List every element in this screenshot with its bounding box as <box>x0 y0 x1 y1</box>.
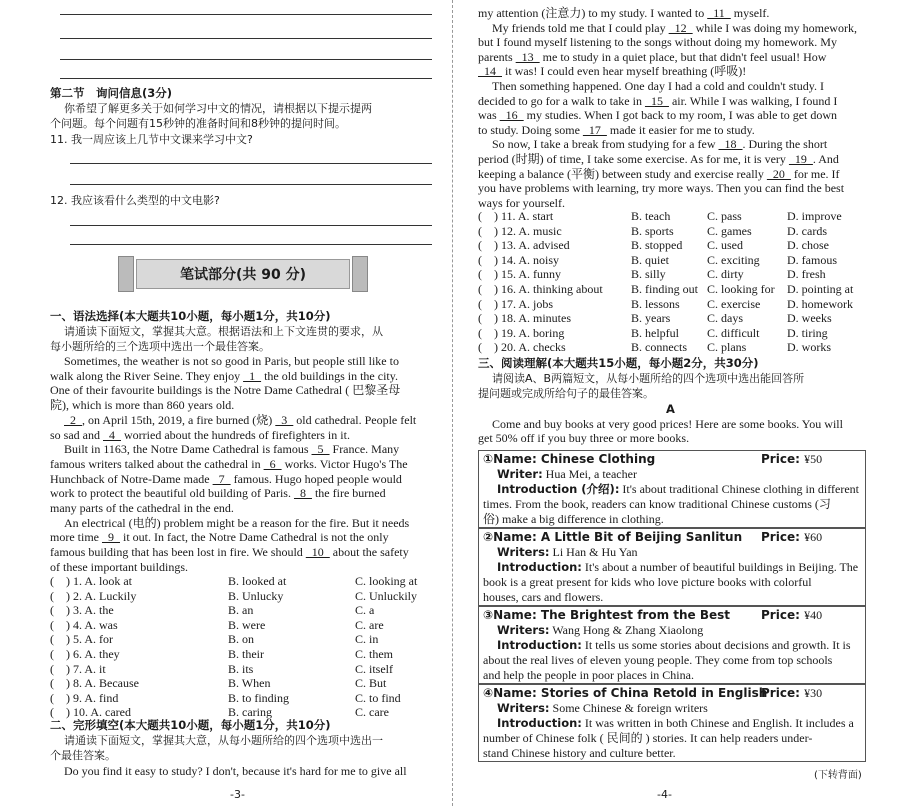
passage-text: but I found myself listening to the songs without doing my homework. My <box>478 35 837 50</box>
answer-line[interactable] <box>60 38 432 39</box>
question-option-a[interactable]: ( ) 9. A. find <box>50 690 119 705</box>
turn-over-note: (下转背面) <box>814 770 862 781</box>
question-option-a[interactable]: ( ) 19. A. boring <box>478 325 565 340</box>
passage-text: period (时期) of time, I take some exercise. As for me, it is very <box>478 152 789 166</box>
blank-number[interactable]: 4 <box>103 427 121 442</box>
blank-number[interactable]: 17 <box>582 122 607 137</box>
passage-text: famous writers talked about the cathedral in <box>50 456 264 471</box>
left-page <box>50 0 435 806</box>
book-price: Price: ¥60 <box>761 530 823 544</box>
question-option-a[interactable]: ( ) 5. A. for <box>50 632 113 647</box>
passage-text: my studies. When I got back to my room, I was able to get down <box>523 108 838 123</box>
book-introduction: Introduction: It tells us some stories about decisions and growth. It is <box>497 638 851 652</box>
passage-line <box>50 398 234 413</box>
passage-text: Hunchback of Notre-Dame made <box>50 471 213 486</box>
book-writers: Writers: Some Chinese & foreign writers <box>497 701 708 715</box>
option-choice[interactable]: C. looking for <box>707 282 775 296</box>
passage-text: about the safety <box>329 545 409 560</box>
part3-instruction: 提问题或完成所给句子的最佳答案。 <box>478 387 654 400</box>
blank-number[interactable]: 15 <box>644 93 669 108</box>
passage-line <box>64 413 416 428</box>
passage-text: Built in 1163, the Notre Dame Cathedral is famous <box>64 442 312 457</box>
passage-line <box>478 6 769 21</box>
passage-text: air. While I was walking, I found I <box>668 93 838 108</box>
book-introduction: houses, cars and flowers. <box>483 590 604 604</box>
option-choice[interactable]: C. days <box>707 311 743 326</box>
question-option-a[interactable]: ( ) 3. A. the <box>50 603 114 618</box>
passage-line <box>478 35 837 50</box>
question-11: 11. 我一周应该上几节中文课来学习中文? <box>50 133 253 146</box>
blank-number[interactable]: 13 <box>515 49 540 64</box>
question-option-a[interactable]: ( ) 4. A. was <box>50 617 118 632</box>
option-choice[interactable]: C. difficult <box>707 325 760 340</box>
passage-text: famous. Hugo hoped people would <box>230 471 402 486</box>
option-choice[interactable]: D. improve <box>787 209 842 223</box>
passage-text: was <box>478 108 500 123</box>
passage-text: it out. In fact, the Notre Dame Cathedral is not the only <box>119 530 389 545</box>
passage-line <box>478 152 839 167</box>
passage-text: famous building that has been lost in fire. We should <box>50 545 306 560</box>
answer-line[interactable] <box>70 225 432 226</box>
book-introduction: 俗) make a big difference in clothing. <box>483 512 664 526</box>
part1-instruction: 每小题所给的三个选项中选出一个最佳答案。 <box>50 340 270 353</box>
passage-text: more time <box>50 530 102 545</box>
passage-line <box>50 545 409 560</box>
passage-line <box>50 530 389 545</box>
passage-line <box>50 457 408 472</box>
option-choice[interactable]: B. were <box>228 617 266 632</box>
passage-line <box>50 560 188 575</box>
passage-line <box>64 354 399 369</box>
option-choice[interactable]: B. finding out <box>631 282 699 296</box>
passage-text: made it easier for me to study. <box>606 122 755 137</box>
part2-instruction: 个最佳答案。 <box>50 749 116 762</box>
question-option-a[interactable]: ( ) 17. A. jobs <box>478 296 554 311</box>
option-choice[interactable]: B. When <box>228 676 271 691</box>
part2-title: 二、完形填空(本大题共10小题，每小题1分，共10分) <box>50 718 331 732</box>
option-choice[interactable]: C. to find <box>355 690 401 705</box>
question-option-a[interactable]: ( ) 12. A. music <box>478 223 562 238</box>
passage-text: the old buildings in the city. <box>261 368 398 383</box>
question-option-a[interactable]: ( ) 18. A. minutes <box>478 311 571 326</box>
option-choice[interactable]: B. its <box>228 661 254 676</box>
passage-text: while I was doing my homework, <box>692 20 857 35</box>
page-number-right: -4- <box>657 788 672 801</box>
passage-text: my attention (注意力) to my study. I wanted to <box>478 6 708 20</box>
book-introduction: and help the people in poor places in China. <box>483 668 694 682</box>
passage-line <box>50 369 398 384</box>
passage-line <box>478 50 826 65</box>
option-choice[interactable]: D. fresh <box>787 267 826 282</box>
answer-line[interactable] <box>70 163 432 164</box>
option-choice[interactable]: C. games <box>707 223 752 238</box>
option-choice[interactable]: C. Unluckily <box>355 588 417 603</box>
blank-number[interactable]: 8 <box>293 486 312 501</box>
blank-number[interactable]: 20 <box>766 166 791 181</box>
passage-text: work to protect the beautiful old building of Paris. <box>50 486 294 501</box>
option-choice[interactable]: B. caring <box>228 705 272 720</box>
book-introduction: Introduction (介绍): It's about traditional Chinese clothing in different <box>497 482 859 496</box>
part1-instruction: 请通读下面短文，掌握其大意。根据语法和上下文连贯的要求，从 <box>64 325 383 338</box>
passage-text: to study. Doing some <box>478 122 583 137</box>
book-writers: Writers: Wang Hong & Zhang Xiaolong <box>497 623 704 637</box>
section-a-label: A <box>666 402 675 416</box>
passage-text: France. Many <box>329 442 400 457</box>
blank-number[interactable]: 5 <box>311 442 330 457</box>
option-choice[interactable]: C. plans <box>707 340 747 355</box>
option-choice[interactable]: D. tiring <box>787 325 828 340</box>
option-choice[interactable]: C. looking at <box>355 574 418 588</box>
blank-number[interactable]: 18 <box>718 137 743 152</box>
book-card <box>478 606 866 684</box>
book-name: ①Name: Chinese Clothing <box>483 452 656 466</box>
option-choice[interactable]: B. helpful <box>631 325 679 340</box>
option-choice[interactable]: B. connects <box>631 340 687 355</box>
question-option-a[interactable]: ( ) 15. A. funny <box>478 267 561 282</box>
answer-line[interactable] <box>70 244 432 245</box>
passage-text: for me. If <box>790 166 840 181</box>
option-choice[interactable]: C. dirty <box>707 267 744 282</box>
banner-left-end <box>118 256 134 292</box>
question-option-a[interactable]: ( ) 1. A. look at <box>50 574 132 588</box>
book-price: Price: ¥30 <box>761 686 823 700</box>
question-option-a[interactable]: ( ) 11. A. start <box>478 209 554 223</box>
option-choice[interactable]: C. exercise <box>707 296 761 311</box>
blank-number[interactable]: 16 <box>499 108 524 123</box>
option-choice[interactable]: B. lessons <box>631 296 680 311</box>
part3-title: 三、阅读理解(本大题共15小题，每小题2分，共30分) <box>478 356 759 370</box>
section2-instruction: 个问题。每个问题有15秒钟的准备时间和8秒钟的提问时间。 <box>50 117 346 130</box>
passage-text: works. Victor Hugo's The <box>281 456 408 471</box>
page-divider <box>452 0 453 806</box>
question-option-a[interactable]: ( ) 2. A. Luckily <box>50 588 137 603</box>
blank-number[interactable]: 7 <box>212 471 231 486</box>
passage-line <box>478 123 755 138</box>
book-introduction: book is a great present for kids who love picture books with colorful <box>483 575 812 589</box>
book-introduction: times. From the book, readers can know traditional Chinese customs (习 <box>483 497 831 511</box>
option-choice[interactable]: D. chose <box>787 238 829 253</box>
option-choice[interactable]: B. years <box>631 311 671 326</box>
question-option-a[interactable]: ( ) 10. A. cared <box>50 705 131 720</box>
blank-number[interactable]: 2 <box>64 412 82 427</box>
passage-text: , on April 15th, 2019, a fire burned (烧) <box>82 412 276 427</box>
banner-title: 笔试部分(共 90 分) <box>136 259 350 289</box>
passage-text: Sometimes, the weather is not so good in Paris, but people still like to <box>64 354 399 368</box>
passage-line <box>478 167 840 182</box>
book-introduction: number of Chinese folk ( 民间的 ) stories. It can help readers under- <box>483 731 813 745</box>
question-option-a[interactable]: ( ) 16. A. thinking about <box>478 282 603 296</box>
option-choice[interactable]: B. an <box>228 603 254 618</box>
passage-line <box>492 21 857 36</box>
book-writers: Writers: Li Han & Hu Yan <box>497 545 638 559</box>
option-choice[interactable]: B. on <box>228 632 255 647</box>
reading-intro: Come and buy books at very good prices! Here are some books. You will <box>492 417 843 431</box>
answer-line[interactable] <box>60 59 432 60</box>
question-option-a[interactable]: ( ) 13. A. advised <box>478 238 570 253</box>
passage-text: of these important buildings. <box>50 559 188 574</box>
book-name: ③Name: The Brightest from the Best <box>483 608 731 622</box>
passage-text: myself. <box>730 6 770 20</box>
written-part-banner <box>118 256 368 292</box>
option-choice[interactable]: C. used <box>707 238 743 253</box>
answer-line[interactable] <box>70 184 432 185</box>
passage-text: . And <box>812 152 839 166</box>
option-choice[interactable]: B. looked at <box>228 574 287 588</box>
passage-text: me to study in a quiet place, but that didn't feel usual! How <box>539 49 827 64</box>
passage-line <box>478 108 837 123</box>
book-introduction: about the real lives of eleven young people. They come from top schools <box>483 653 833 667</box>
option-choice[interactable]: D. works <box>787 340 831 355</box>
passage-text: ways for yourself. <box>478 195 565 210</box>
option-choice[interactable]: B. teach <box>631 209 671 223</box>
passage-line <box>50 486 386 501</box>
option-choice[interactable]: C. them <box>355 647 393 661</box>
passage-line <box>478 64 746 79</box>
blank-number[interactable]: 3 <box>275 412 294 427</box>
question-option-a[interactable]: ( ) 8. A. Because <box>50 676 139 691</box>
option-choice[interactable]: B. stopped <box>631 238 683 253</box>
blank-number[interactable]: 12 <box>668 20 693 35</box>
book-card <box>478 450 866 528</box>
passage-line <box>64 516 409 531</box>
option-choice[interactable]: C. exciting <box>707 252 760 267</box>
reading-intro: get 50% off if you buy three or more books. <box>478 431 690 445</box>
book-price: Price: ¥40 <box>761 608 823 622</box>
option-choice[interactable]: B. Unlucky <box>228 588 284 603</box>
passage-text: An electrical (电的) problem might be a reason for the fire. But it needs <box>64 515 410 530</box>
part3-instruction: 请阅读A、B两篇短文，从每小题所给的四个选项中选出能回答所 <box>492 372 805 385</box>
book-introduction: Introduction: It was written in both Chinese and English. It includes a <box>497 716 854 730</box>
option-choice[interactable]: B. to finding <box>228 690 290 705</box>
option-choice[interactable]: D. pointing at <box>787 282 854 296</box>
blank-number[interactable]: 10 <box>305 545 330 560</box>
option-choice[interactable]: C. in <box>355 632 379 647</box>
passage-text: decided to go for a walk to take in <box>478 93 645 108</box>
option-choice[interactable]: C. itself <box>355 661 393 676</box>
option-choice[interactable]: B. silly <box>631 267 666 282</box>
option-choice[interactable]: C. pass <box>707 209 742 223</box>
question-option-a[interactable]: ( ) 14. A. noisy <box>478 252 560 267</box>
passage-text: My friends told me that I could play <box>492 20 669 35</box>
passage-text: . During the short <box>742 137 828 152</box>
question-12: 12. 我应该看什么类型的中文电影? <box>50 194 220 207</box>
book-introduction: stand Chinese history and culture better. <box>483 746 676 760</box>
part2-instruction: 请通读下面短文，掌握其大意，从每小题所给的四个选项中选出一 <box>64 734 383 747</box>
passage-text: it was! I could even hear myself breathing (呼吸)! <box>502 64 747 79</box>
option-choice[interactable]: C. a <box>355 603 375 618</box>
option-choice[interactable]: C. But <box>355 676 387 691</box>
option-choice[interactable]: D. homework <box>787 296 853 311</box>
passage-line <box>492 137 827 152</box>
passage-line <box>492 79 824 94</box>
passage-line <box>478 94 837 109</box>
blank-number[interactable]: 1 <box>243 368 262 383</box>
passage-text: old cathedral. People felt <box>293 412 417 427</box>
passage-text: walk along the River Seine. They enjoy <box>50 368 244 383</box>
option-choice[interactable]: D. weeks <box>787 311 832 326</box>
blank-number[interactable]: 11 <box>707 6 731 20</box>
book-card <box>478 684 866 762</box>
passage-text: Then something happened. One day I had a cold and couldn't study. I <box>492 79 824 93</box>
passage-line <box>50 501 234 516</box>
banner-right-end <box>352 256 368 292</box>
book-name: ②Name: A Little Bit of Beijing Sanlitun <box>483 530 743 544</box>
blank-number[interactable]: 9 <box>101 530 120 545</box>
part1-title: 一、语法选择(本大题共10小题，每小题1分，共10分) <box>50 309 331 323</box>
option-choice[interactable]: D. cards <box>787 223 827 238</box>
book-card <box>478 528 866 606</box>
passage-text: you have problems with learning, try more ways. Then you can find the best <box>478 181 845 196</box>
passage-line <box>478 181 844 196</box>
option-choice[interactable]: D. famous <box>787 252 837 267</box>
passage-text: parents <box>478 49 516 64</box>
blank-number[interactable]: 14 <box>478 64 502 79</box>
passage-text: the fire burned <box>311 486 386 501</box>
passage-line <box>64 442 399 457</box>
passage-text: One of their favourite buildings is the Notre Dame Cathedral ( 巴黎圣母 <box>50 383 401 398</box>
section2-instruction: 你希望了解更多关于如何学习中文的情况，请根据以下提示提两 <box>64 102 372 115</box>
answer-line[interactable] <box>60 14 432 15</box>
page-number-left: -3- <box>230 788 245 801</box>
passage-line <box>50 383 400 398</box>
passage-line <box>50 428 350 443</box>
passage-text: so sad and <box>50 427 103 442</box>
passage-text: worried about the hundreds of firefighters in it. <box>121 427 350 442</box>
option-choice[interactable]: C. are <box>355 617 384 632</box>
option-choice[interactable]: B. sports <box>631 223 674 238</box>
section2-title: 第二节 询问信息(3分) <box>50 86 173 100</box>
passage-text: 院), which is more than 860 years old. <box>50 398 235 413</box>
option-choice[interactable]: B. their <box>228 647 264 661</box>
answer-line[interactable] <box>60 78 432 79</box>
book-price: Price: ¥50 <box>761 452 823 466</box>
cloze-passage-start: Do you find it easy to study? I don't, because it's hard for me to give all <box>64 764 407 778</box>
passage-text: many parts of the cathedral in the end. <box>50 501 234 515</box>
option-choice[interactable]: B. quiet <box>631 252 669 267</box>
passage-text: keeping a balance (平衡) between study and exercise really <box>478 166 767 181</box>
book-writers: Writer: Hua Mei, a teacher <box>497 467 637 481</box>
book-introduction: Introduction: It's about a number of beautiful buildings in Beijing. The <box>497 560 859 574</box>
option-choice[interactable]: C. care <box>355 705 389 720</box>
blank-number[interactable]: 6 <box>263 456 282 471</box>
passage-text: So now, I take a break from studying for a few <box>492 137 719 152</box>
question-option-a[interactable]: ( ) 6. A. they <box>50 647 120 661</box>
question-option-a[interactable]: ( ) 20. A. checks <box>478 340 566 355</box>
question-option-a[interactable]: ( ) 7. A. it <box>50 661 106 676</box>
book-name: ④Name: Stories of China Retold in English <box>483 686 768 700</box>
blank-number[interactable]: 19 <box>788 152 813 166</box>
passage-line <box>50 472 402 487</box>
